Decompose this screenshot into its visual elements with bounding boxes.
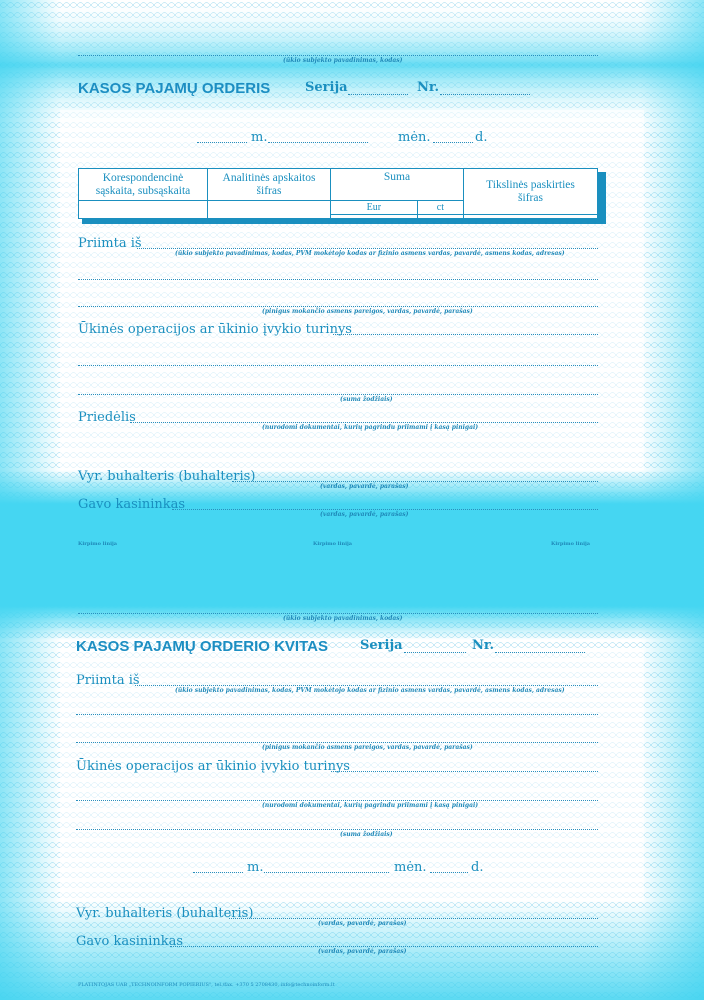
appendix-label: Priedėlis <box>78 410 136 425</box>
receipt-entity-line[interactable] <box>78 613 598 614</box>
receipt-cashier-field[interactable] <box>170 946 598 947</box>
cell-ct[interactable] <box>417 215 463 219</box>
amount-caption: (suma žodžiais) <box>340 396 393 403</box>
operation-line-2[interactable] <box>78 365 598 366</box>
cell-purpose[interactable] <box>464 215 598 219</box>
cashier-caption: (vardas, pavardė, parašas) <box>320 511 409 518</box>
receipt-operation-field[interactable] <box>331 771 598 772</box>
operation-label: Ūkinės operacijos ar ūkinio įvykio turinys <box>78 322 352 337</box>
accounting-table <box>78 168 598 219</box>
receipt-date-day-field[interactable] <box>430 872 468 873</box>
received-from-field[interactable] <box>137 248 598 249</box>
date-month-label: m. <box>251 130 268 145</box>
number-label: Nr. <box>417 80 440 95</box>
cut-line-label-center: Kirpimo linija <box>313 541 353 547</box>
receipt-number-label: Nr. <box>472 638 495 653</box>
chief-accountant-label: Vyr. buhalteris (buhalteris) <box>78 469 256 484</box>
receipt-chief-accountant-field[interactable] <box>229 918 598 919</box>
receipt-amount-line[interactable] <box>76 829 598 830</box>
receipt-number-field[interactable] <box>495 652 585 653</box>
cashier-label: Gavo kasininkas <box>78 497 186 512</box>
receipt-series-label: Serija <box>360 638 403 653</box>
appendix-field[interactable] <box>130 422 598 423</box>
receipt-series-field[interactable] <box>404 652 466 653</box>
cell-correspondent[interactable] <box>79 201 208 219</box>
date-month-field[interactable] <box>268 142 368 143</box>
entity-line[interactable] <box>78 55 598 56</box>
receipt-entity-caption: (ūkio subjekto pavadinimas, kodas) <box>283 615 403 622</box>
receipt-received-from-field[interactable] <box>135 685 598 686</box>
cashier-field[interactable] <box>172 509 598 510</box>
receipt-date-month-field[interactable] <box>264 872 389 873</box>
receipt-operation-label: Ūkinės operacijos ar ūkinio įvykio turinys <box>76 759 350 774</box>
col-ct-header: ct <box>417 201 463 215</box>
receipt-payer-caption: (pinigus mokančio asmens pareigos, vardas, pavardė, parašas) <box>262 744 473 751</box>
number-field[interactable] <box>440 94 530 95</box>
receipt-payer-line[interactable] <box>76 742 598 743</box>
col-eur-header: Eur <box>331 201 418 215</box>
receipt-date-month-label: m. <box>247 860 264 875</box>
col-correspondent-header: Korespondencinė sąskaita, subsąskaita <box>79 169 208 201</box>
cell-analytic[interactable] <box>208 201 331 219</box>
payer-caption: (pinigus mokančio asmens pareigos, vardas, pavardė, parašas) <box>262 308 473 315</box>
receipt-chief-caption: (vardas, pavardė, parašas) <box>318 920 407 927</box>
amount-words-line[interactable] <box>78 394 598 395</box>
receipt-received-caption: (ūkio subjekto pavadinimas, kodas, PVM mokėtojo kodas ar fizinio asmens vardas, pavardė, asmens kodas, adresas) <box>175 687 565 694</box>
received-from-label: Priimta iš <box>78 236 142 251</box>
received-from-caption: (ūkio subjekto pavadinimas, kodas, PVM mokėtojo kodas ar fizinio asmens vardas, pavardė, asmens kodas, adresas) <box>175 250 565 257</box>
date-daymonth-label: mėn. <box>398 130 431 145</box>
receipt-date-year-field[interactable] <box>193 872 243 873</box>
entity-caption: (ūkio subjekto pavadinimas, kodas) <box>283 57 403 64</box>
receipt-amount-caption: (suma žodžiais) <box>340 831 393 838</box>
receipt-title: KASOS PAJAMŲ ORDERIO KVITAS <box>76 638 328 655</box>
series-field[interactable] <box>348 94 408 95</box>
receipt-received-from-label: Priimta iš <box>76 673 140 688</box>
date-year-field[interactable] <box>197 142 247 143</box>
chief-caption: (vardas, pavardė, parašas) <box>320 483 409 490</box>
col-purpose-header: Tikslinės paskirties šifras <box>464 169 598 215</box>
publisher-footer: PLATINTOJAS UAB „TECHNOINFORM POPIERIUS", tel./fax. +370 5 2708430, info@technoinform.lt <box>78 982 335 988</box>
operation-field[interactable] <box>333 334 598 335</box>
receipt-date-day-label: d. <box>471 860 484 875</box>
chief-accountant-field[interactable] <box>232 481 598 482</box>
received-line-2[interactable] <box>78 279 598 280</box>
receipt-received-line-2[interactable] <box>76 714 598 715</box>
receipt-cashier-label: Gavo kasininkas <box>76 934 184 949</box>
receipt-chief-accountant-label: Vyr. buhalteris (buhalteris) <box>76 906 254 921</box>
payer-line[interactable] <box>78 306 598 307</box>
cut-line-label-left: Kirpimo linija <box>78 541 118 547</box>
order-title: KASOS PAJAMŲ ORDERIS <box>78 80 271 97</box>
appendix-caption: (nurodomi dokumentai, kurių pagrindu priimami į kasą pinigai) <box>262 424 479 431</box>
date-day-label: d. <box>475 130 488 145</box>
cut-line-label-right: Kirpimo linija <box>551 541 591 547</box>
series-label: Serija <box>305 80 348 95</box>
receipt-date-daymonth-label: mėn. <box>394 860 427 875</box>
date-day-field[interactable] <box>433 142 473 143</box>
col-analytic-header: Analitinės apskaitos šifras <box>208 169 331 201</box>
receipt-cashier-caption: (vardas, pavardė, parašas) <box>318 948 407 955</box>
receipt-docs-caption: (nurodomi dokumentai, kurių pagrindu priimami į kasą pinigai) <box>262 802 479 809</box>
cell-eur[interactable] <box>331 215 418 219</box>
col-sum-header: Suma <box>331 169 464 201</box>
receipt-docs-line[interactable] <box>76 800 598 801</box>
